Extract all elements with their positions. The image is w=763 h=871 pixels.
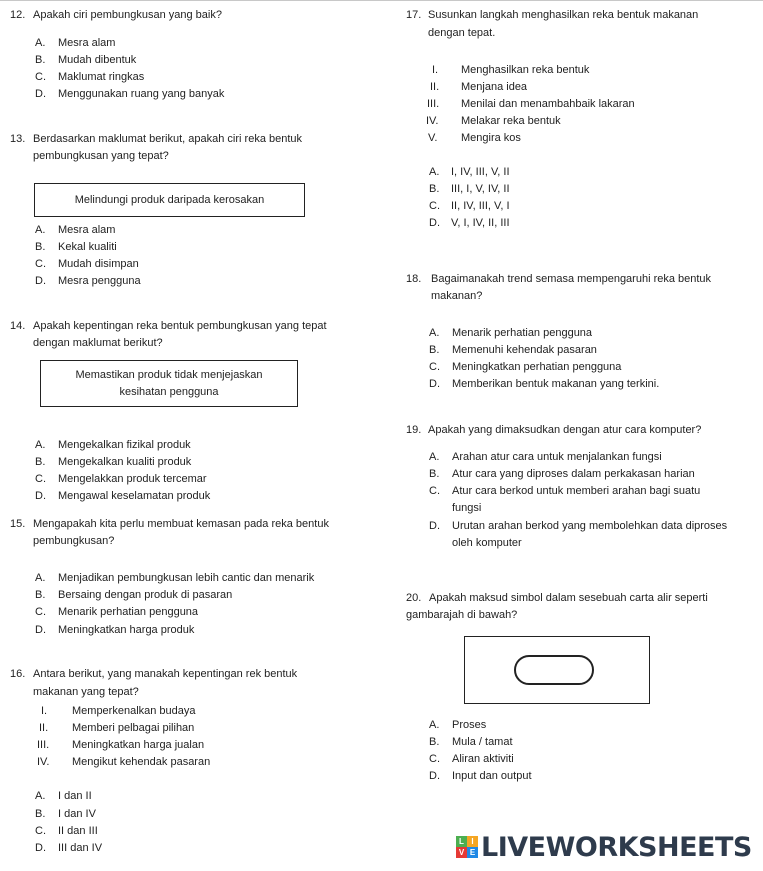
question-number: 18. [406,273,422,285]
option-c[interactable]: Maklumat ringkas [58,71,145,83]
option-b[interactable]: Mula / tamat [452,736,513,748]
option-letter: D. [429,378,440,390]
option-a[interactable]: I dan II [58,790,92,802]
option-letter: B. [35,456,46,468]
option-letter: A. [429,719,440,731]
option-b[interactable]: Mengekalkan kualiti produk [58,456,192,468]
question-text-cont: pembungkusan? [33,535,115,547]
option-d[interactable]: V, I, IV, II, III [451,217,510,229]
question-number: 20. [406,592,422,604]
statement-roman: II. [39,722,49,734]
option-letter: B. [35,589,46,601]
option-letter: A. [429,166,440,178]
option-letter: B. [429,468,440,480]
option-letter: A. [35,572,46,584]
option-letter: A. [35,224,46,236]
option-d[interactable]: Memberikan bentuk makanan yang terkini. [452,378,660,390]
option-c[interactable]: Menarik perhatian pengguna [58,606,199,618]
option-letter: C. [35,258,46,270]
option-letter: C. [429,361,440,373]
option-letter: C. [35,473,46,485]
liveworksheets-mark-icon: L I V E [456,836,478,858]
question-text: Apakah kepentingan reka bentuk pembungkusan yang tepat [33,320,327,332]
info-box-line-1: Memastikan produk tidak menjejaskan [75,368,263,381]
option-b[interactable]: Mudah dibentuk [58,54,137,66]
option-letter: C. [429,485,440,497]
info-box [40,360,298,407]
option-c[interactable]: Aliran aktiviti [452,753,514,765]
statement-roman: I. [41,705,48,717]
question-number: 19. [406,424,422,436]
statement-text: Mengikut kehendak pasaran [72,756,211,768]
statement-text: Menilai dan menambahbaik lakaran [461,98,635,110]
option-a[interactable]: Arahan atur cara untuk menjalankan fungsi [452,451,662,463]
option-d[interactable]: Meningkatkan harga produk [58,624,195,636]
statement-roman: III. [37,739,50,751]
option-letter: D. [35,842,46,854]
option-letter: A. [35,37,46,49]
option-a[interactable]: Mengekalkan fizikal produk [58,439,191,451]
option-letter: C. [429,200,440,212]
option-b[interactable]: Memenuhi kehendak pasaran [452,344,597,356]
question-text-cont: dengan maklumat berikut? [33,337,163,349]
statement-roman: IV. [426,115,439,127]
option-letter: D. [429,520,440,532]
option-letter: D. [429,217,440,229]
question-number: 16. [10,668,26,680]
question-number: 12. [10,9,26,21]
option-b[interactable]: Kekal kualiti [58,241,117,253]
info-box [34,183,305,217]
liveworksheets-logo [456,831,752,863]
statement-roman: IV. [37,756,50,768]
option-letter: C. [35,606,46,618]
statement-roman: III. [427,98,440,110]
option-letter: B. [35,54,46,66]
option-letter: B. [35,241,46,253]
option-letter: C. [429,753,440,765]
option-b[interactable]: I dan IV [58,808,96,820]
option-a[interactable]: I, IV, III, V, II [451,166,510,178]
option-letter: C. [35,825,46,837]
option-a[interactable]: Mesra alam [58,224,116,236]
option-d[interactable]: III dan IV [58,842,103,854]
question-text: Apakah maksud simbol dalam sesebuah carta alir seperti [429,592,708,604]
question-text-cont: gambarajah di bawah? [406,609,518,621]
option-a[interactable]: Mesra alam [58,37,116,49]
option-b[interactable]: Bersaing dengan produk di pasaran [58,589,233,601]
statement-roman: I. [432,64,439,76]
option-letter: B. [429,183,440,195]
option-c[interactable]: Mengelakkan produk tercemar [58,473,207,485]
option-c[interactable]: Atur cara berkod untuk memberi arahan bagi suatu [452,485,701,497]
option-letter: B. [35,808,46,820]
question-text-cont: dengan tepat. [428,27,496,39]
option-a[interactable]: Menjadikan pembungkusan lebih cantic dan menarik [58,572,315,584]
question-text: Antara berikut, yang manakah kepentingan rek bentuk [33,668,298,680]
statement-roman: V. [428,132,438,144]
option-d-cont[interactable]: oleh komputer [452,537,522,549]
question-text: Apakah yang dimaksudkan dengan atur cara komputer? [428,424,702,436]
option-letter: C. [35,71,46,83]
question-text: Apakah ciri pembungkusan yang baik? [33,9,222,21]
question-number: 17. [406,9,422,21]
statement-text: Menjana idea [461,81,528,93]
option-letter: A. [35,439,46,451]
option-c[interactable]: Mudah disimpan [58,258,139,270]
option-letter: B. [429,736,440,748]
statement-roman: II. [430,81,440,93]
statement-text: Memperkenalkan budaya [72,705,196,717]
info-box-text: Melindungi produk daripada kerosakan [74,193,265,206]
question-text: Bagaimanakah trend semasa mempengaruhi reka bentuk [431,273,712,285]
option-letter: A. [429,327,440,339]
option-d[interactable]: Input dan output [452,770,532,782]
option-d[interactable]: Mengawal keselamatan produk [58,490,211,502]
option-c[interactable]: II dan III [58,825,98,837]
page-top-border [0,0,763,1]
option-a[interactable]: Proses [452,719,487,731]
question-text: Mengapakah kita perlu membuat kemasan pada reka bentuk [33,518,329,530]
info-box-line-2: kesihatan pengguna [119,385,219,398]
question-text-cont: pembungkusan yang tepat? [33,150,169,162]
option-b[interactable]: III, I, V, IV, II [451,183,510,195]
option-a[interactable]: Menarik perhatian pengguna [452,327,593,339]
logo-text: LIVEWORKSHEETS [481,831,752,863]
option-letter: A. [429,451,440,463]
option-letter: D. [429,770,440,782]
option-letter: D. [35,88,46,100]
question-text-cont: makanan? [431,290,483,302]
question-text: Susunkan langkah menghasilkan reka bentuk makanan [428,9,699,21]
statement-text: Menghasilkan reka bentuk [461,64,590,76]
option-c-cont[interactable]: fungsi [452,502,482,514]
question-number: 15. [10,518,26,530]
question-text: Berdasarkan maklumat berikut, apakah ciri reka bentuk [33,133,303,145]
option-letter: D. [35,490,46,502]
option-letter: D. [35,275,46,287]
terminal-symbol-icon [514,655,594,685]
option-d[interactable]: Menggunakan ruang yang banyak [58,88,225,100]
statement-text: Melakar reka bentuk [461,115,561,127]
statement-text: Memberi pelbagai pilihan [72,722,195,734]
option-letter: B. [429,344,440,356]
option-c[interactable]: II, IV, III, V, I [451,200,510,212]
question-number: 14. [10,320,26,332]
statement-text: Meningkatkan harga jualan [72,739,205,751]
option-letter: A. [35,790,46,802]
option-letter: D. [35,624,46,636]
question-number: 13. [10,133,26,145]
option-b[interactable]: Atur cara yang diproses dalam perkakasan harian [452,468,695,480]
statement-text: Mengira kos [461,132,521,144]
option-d[interactable]: Mesra pengguna [58,275,141,287]
option-d[interactable]: Urutan arahan berkod yang membolehkan data diproses [452,520,728,532]
question-text-cont: makanan yang tepat? [33,686,139,698]
option-c[interactable]: Meningkatkan perhatian pengguna [452,361,622,373]
